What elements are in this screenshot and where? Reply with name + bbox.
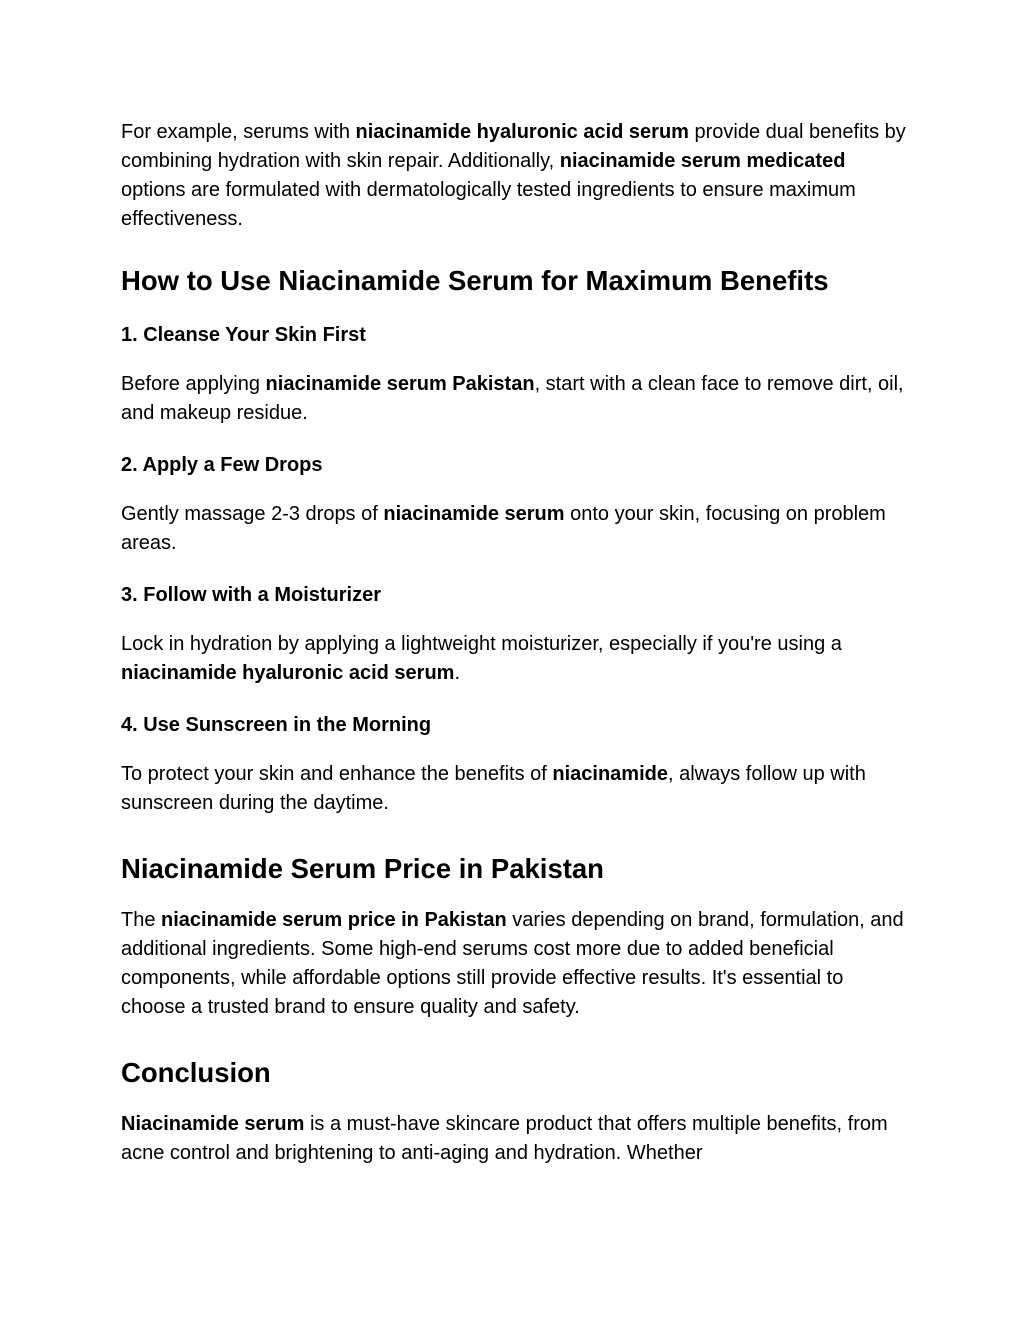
step-1-heading: 1. Cleanse Your Skin First [121,324,366,346]
price-paragraph [121,906,911,1022]
step-2-paragraph [121,500,911,558]
step-2-heading: 2. Apply a Few Drops [121,454,323,476]
price-heading: Niacinamide Serum Price in Pakistan [121,853,604,884]
conclusion-paragraph [121,1110,911,1168]
step-3-heading: 3. Follow with a Moisturizer [121,584,382,606]
intro-paragraph [121,118,911,234]
conclusion-heading: Conclusion [121,1057,271,1088]
intro-text-3: options are formulated with dermatologically tested ingredients to ensure maximum effectiveness. [121,179,856,230]
step-3-bold: niacinamide hyaluronic acid serum [121,662,455,684]
step-1-text-2: , start with a clean face to remove dirt, oil, and makeup residue. [121,373,904,424]
step-2-text-2: onto your skin, focusing on problem areas. [121,503,886,554]
document-page [121,118,911,1168]
step-2-text-1: Gently massage 2-3 drops of [121,503,384,525]
step-4-heading: 4. Use Sunscreen in the Morning [121,714,432,736]
intro-text-2: provide dual benefits by combining hydration with skin repair. Additionally, [121,121,906,172]
conclusion-text: is a must-have skincare product that offers multiple benefits, from acne control and brightening to anti-aging and hydration. Whether [121,1113,888,1164]
how-to-use-heading: How to Use Niacinamide Serum for Maximum Benefits [121,265,829,296]
price-text-2: varies depending on brand, formulation, and additional ingredients. Some high-end serums cost more due to added beneficial components, while affordable options still provide effective results. It's essential to choose a trusted brand to ensure quality and safety. [121,909,904,1018]
step-4-bold: niacinamide [552,763,668,785]
intro-bold-2: niacinamide serum medicated [559,150,846,172]
step-4-text-2: , always follow up with sunscreen during the daytime. [121,763,866,814]
price-bold: niacinamide serum price in Pakistan [161,909,507,931]
step-3-text-1: Lock in hydration by applying a lightweight moisturizer, especially if you're using a [121,633,842,655]
step-1-bold: niacinamide serum Pakistan [265,373,535,395]
step-4-paragraph [121,760,911,818]
step-3-paragraph [121,630,911,688]
price-text-1: The [121,909,162,931]
step-1-paragraph [121,370,911,428]
step-2-bold: niacinamide serum [383,503,565,525]
step-4-text-1: To protect your skin and enhance the benefits of [121,763,553,785]
intro-bold-1: niacinamide hyaluronic acid serum [355,121,689,143]
conclusion-bold: Niacinamide serum [121,1113,305,1135]
intro-text-1: For example, serums with [121,121,356,143]
step-1-text-1: Before applying [121,373,266,395]
step-3-text-2: . [454,662,461,684]
